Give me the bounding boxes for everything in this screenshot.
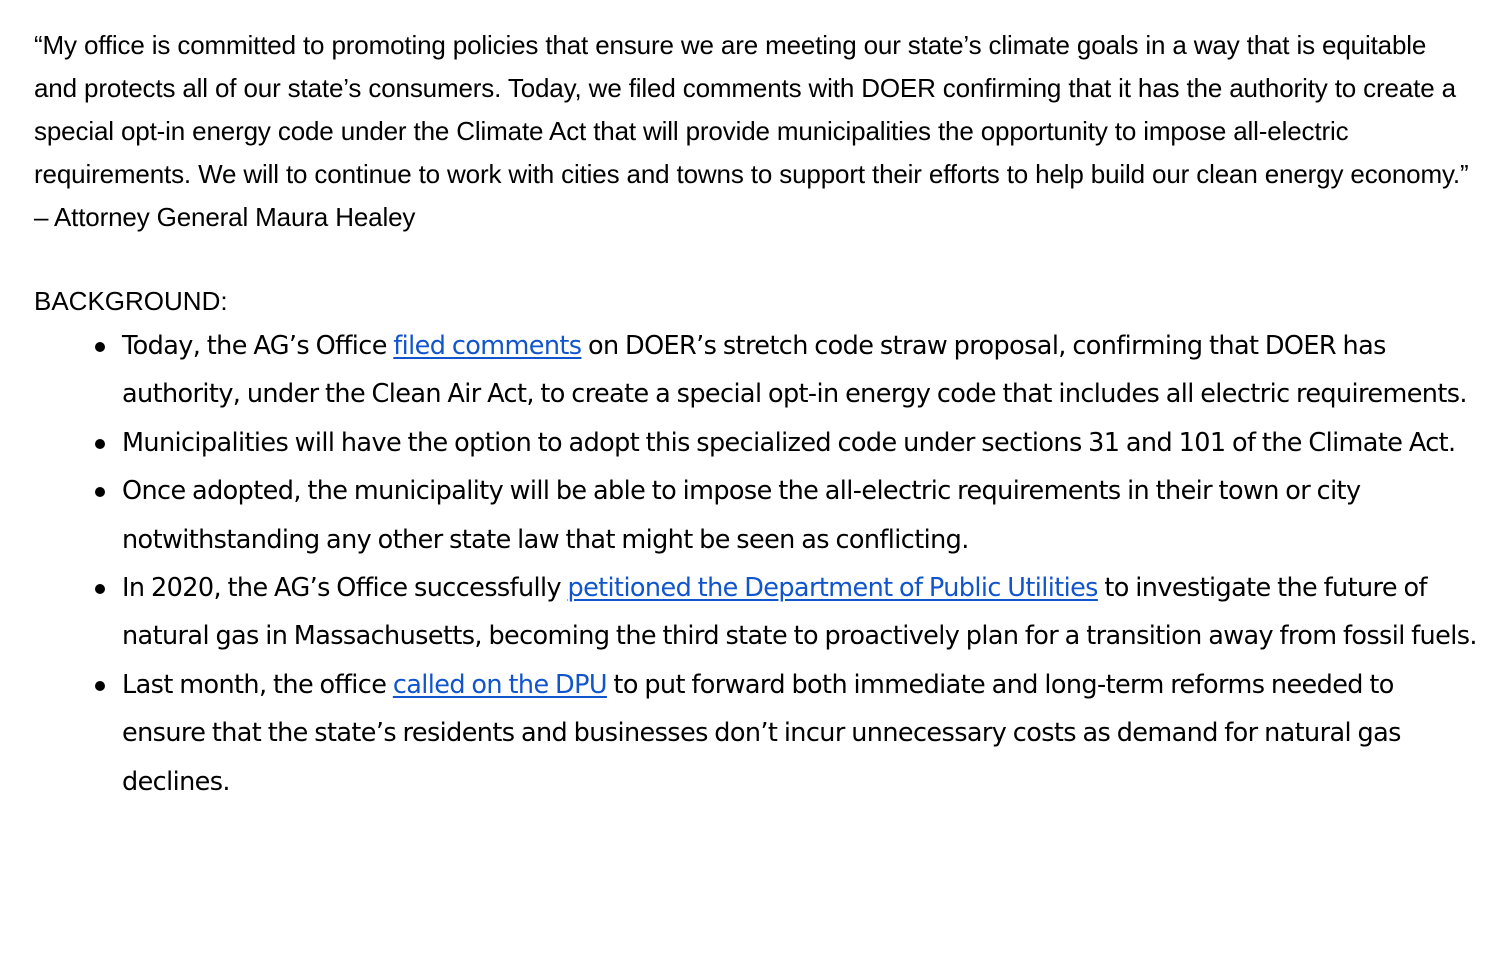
- list-item: [122, 322, 1482, 419]
- filed-comments-link[interactable]: filed comments: [393, 331, 582, 361]
- item-text: Last month, the office: [122, 669, 393, 700]
- bullet-icon: [95, 439, 105, 449]
- bullet-icon: [95, 584, 105, 594]
- called-on-dpu-link[interactable]: called on the DPU: [392, 669, 607, 700]
- item-text: to investigate the future of natural gas in Massachusetts, becoming the third state to proactively plan for a transition away from fossil fuels.: [122, 573, 1477, 652]
- background-heading: BACKGROUND:: [34, 286, 228, 316]
- bullet-icon: [95, 681, 105, 691]
- bullet-icon: [95, 342, 105, 352]
- item-text: In 2020, the AG’s Office successfully: [122, 573, 568, 604]
- item-text: Municipalities will have the option to adopt this specialized code under sections 31 and 101 of the Climate Act.: [122, 427, 1456, 458]
- list-item: [122, 419, 1482, 467]
- petitioned-dpu-link[interactable]: petitioned the Department of Public Utilities: [567, 573, 1098, 604]
- quote-paragraph: “My office is committed to promoting policies that ensure we are meeting our state’s climate goals in a way that is equitable and protects all of our state’s consumers. Today, we filed comments with DOER confirming that it has the authority to create a special opt-in energy code under the Climate Act that will provide municipalities the opportunity to impose all-electric requirements. We will to continue to work with cities and towns to support their efforts to help build our clean energy economy.” – Attorney General Maura Healey: [34, 30, 1469, 232]
- item-text: to put forward both immediate and long-term reforms needed to ensure that the state’s residents and businesses don’t incur unnecessary costs as demand for natural gas declines.: [122, 669, 1401, 797]
- list-item: [122, 467, 1482, 564]
- item-text: on DOER’s stretch code straw proposal, confirming that DOER has authority, under the Clean Air Act, to create a special opt-in energy code that includes all electric requirements.: [122, 331, 1467, 410]
- bullet-icon: [95, 487, 105, 497]
- background-list: [122, 322, 1482, 806]
- list-item: [122, 661, 1482, 806]
- list-item: [122, 564, 1482, 661]
- item-text: Today, the AG’s Office: [122, 331, 394, 361]
- item-text: Once adopted, the municipality will be able to impose the all-electric requirements in their town or city notwithstanding any other state law that might be seen as conflicting.: [122, 476, 1361, 555]
